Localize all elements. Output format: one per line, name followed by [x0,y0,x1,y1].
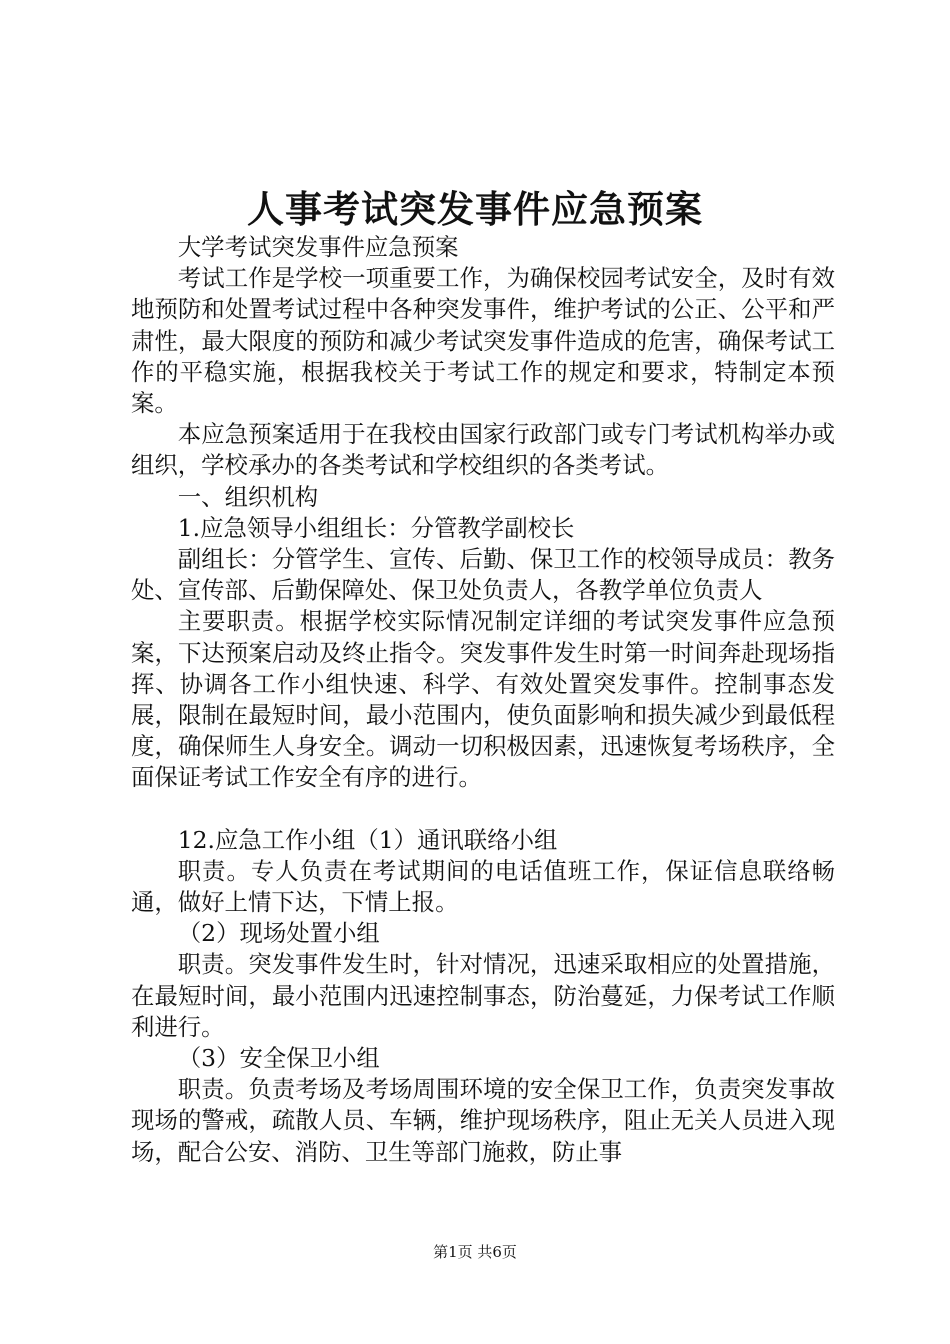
paragraph: （3）安全保卫小组 [177,1044,380,1073]
document-body [131,232,835,1168]
page-footer: 第1页 共6页 [433,1243,517,1261]
section-heading: 一、组织机构 [177,482,319,511]
paragraph: 本应急预案适用于在我校由国家行政部门或专门考试机构举办或组织，学校承办的各类考试和学校组织的各类考试。 [131,420,835,480]
paragraph: 12.应急工作小组（1）通讯联络小组 [177,825,558,854]
paragraph: （2）现场处置小组 [177,919,380,948]
paragraph: 考试工作是学校一项重要工作，为确保校园考试安全，及时有效地预防和处置考试过程中各种突发事件，维护考试的公正、公平和严肃性，最大限度的预防和减少考试突发事件造成的危害，确保考试工作的平稳实施，根据我校关于考试工作的规定和要求，特制定本预案。 [131,264,835,418]
paragraph: 副组长：分管学生、宣传、后勤、保卫工作的校领导成员：教务处、宣传部、后勤保障处、保卫处负责人，各教学单位负责人 [131,545,835,605]
paragraph: 职责。突发事件发生时，针对情况，迅速采取相应的处置措施，在最短时间，最小范围内迅速控制事态，防治蔓延，力保考试工作顺利进行。 [131,950,835,1041]
paragraph: 1.应急领导小组组长：分管教学副校长 [177,513,575,542]
blank-line [131,794,835,825]
paragraph: 主要职责。根据学校实际情况制定详细的考试突发事件应急预案，下达预案启动及终止指令。突发事件发生时第一时间奔赴现场指挥、协调各工作小组快速、科学、有效处置突发事件。控制事态发展，限制在最短时间，最小范围内，使负面影响和损失减少到最低程度，确保师生人身安全。调动一切积极因素，迅速恢复考场秩序，全面保证考试工作安全有序的进行。 [131,607,835,792]
paragraph: 职责。负责考场及考场周围环境的安全保卫工作，负责突发事故现场的警戒，疏散人员、车辆，维护现场秩序，阻止无关人员进入现场，配合公安、消防、卫生等部门施救，防止事 [131,1075,835,1166]
paragraph: 大学考试突发事件应急预案 [177,233,459,261]
paragraph: 职责。专人负责在考试期间的电话值班工作，保证信息联络畅通，做好上情下达，下情上报。 [131,856,835,917]
document-title: 人事考试突发事件应急预案 [247,187,703,231]
